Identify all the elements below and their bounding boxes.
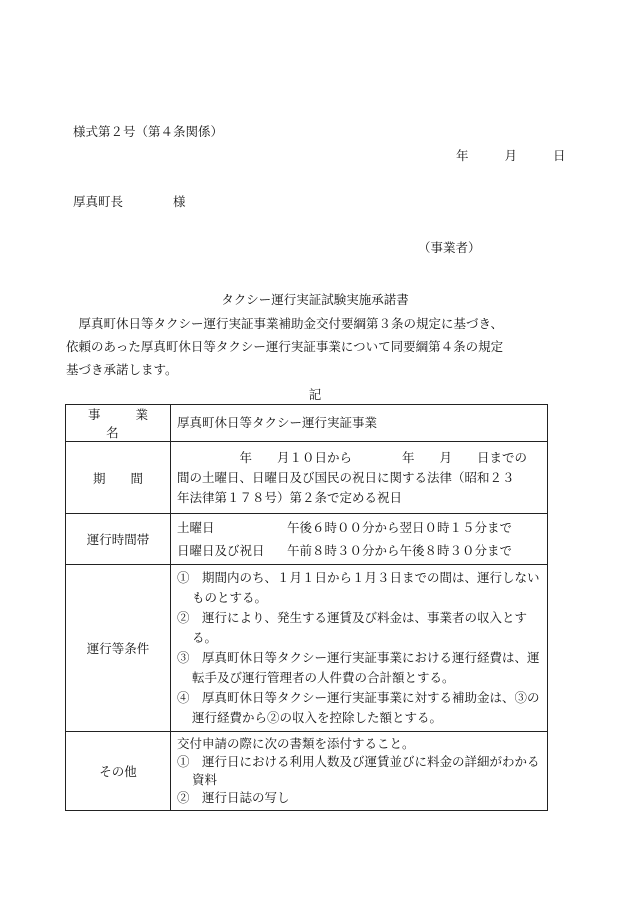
table-row-other — [66, 732, 548, 811]
body-line: 基づき承諾します。 — [66, 362, 178, 377]
form-number-label: 様式第２号（第４条関係） — [73, 124, 224, 139]
ki-heading: 記 — [308, 387, 322, 402]
project-value: 厚真町休日等タクシー運行実証事業 — [171, 405, 548, 442]
hours-label: 運行時間帯 — [66, 514, 171, 565]
period-value — [171, 442, 548, 514]
addressee-name: 厚真町長 — [73, 194, 124, 209]
date-month: 月 — [504, 148, 518, 163]
date-day: 日 — [553, 148, 566, 163]
addressee — [73, 192, 186, 210]
date-year: 年 — [456, 148, 469, 163]
condition-item: ① 期間内のち、１月１日から１月３日までの間は、運行しないものとする。 — [177, 570, 540, 605]
hours-row: 土曜日 午後６時００分から翌日０時１５分まで — [177, 520, 513, 535]
table-row-project — [66, 405, 548, 442]
body-line: 厚真町休日等タクシー運行実証事業補助金交付要綱第３条の規定に基づき、 — [66, 316, 504, 331]
period-line: 年 月１０日から 年 月 日までの — [177, 449, 528, 465]
other-item: ② 運行日誌の写し — [177, 790, 290, 805]
details-table — [65, 404, 548, 811]
period-line: 年法律第１７８号）第２条で定める祝日 — [177, 489, 403, 505]
period-line: 間の土曜日、日曜日及び国民の祝日に関する法律（昭和２３ — [177, 469, 515, 485]
table-row-conditions — [66, 565, 548, 732]
other-intro: 交付申請の際に次の書類を添付すること。 — [177, 736, 415, 751]
period-label: 期 間 — [66, 442, 171, 514]
hours-row: 日曜日及び祝日 午前８時３０分から午後８時３０分まで — [177, 543, 513, 558]
hours-value — [171, 514, 548, 565]
condition-item: ④ 厚真町休日等タクシー運行実証事業に対する補助金は、③の運行経費から②の収入を控除した額とする。 — [177, 690, 540, 725]
project-label: 事 業 名 — [66, 405, 171, 442]
document-title: タクシー運行実証試験実施承諾書 — [221, 292, 409, 307]
conditions-value — [171, 565, 548, 732]
condition-item: ③ 厚真町休日等タクシー運行実証事業における運行経費は、運転手及び運行管理者の人件費の合計額とする。 — [177, 650, 540, 685]
conditions-label: 運行等条件 — [66, 565, 171, 732]
operator-label: （事業者） — [418, 240, 481, 255]
date-line — [456, 146, 566, 164]
condition-item: ② 運行により、発生する運賃及び料金は、事業者の収入とする。 — [177, 610, 528, 645]
table-row-period — [66, 442, 548, 514]
other-label: その他 — [66, 732, 171, 811]
addressee-honorific: 様 — [173, 194, 186, 209]
table-row-hours — [66, 514, 548, 565]
other-item: ① 運行日における利用人数及び運賃並びに料金の詳細がわかる資料 — [177, 754, 540, 787]
other-value — [171, 732, 548, 811]
body-text — [66, 312, 550, 381]
body-line: 依頼のあった厚真町休日等タクシー運行実証事業について同要綱第４条の規定 — [66, 339, 504, 354]
